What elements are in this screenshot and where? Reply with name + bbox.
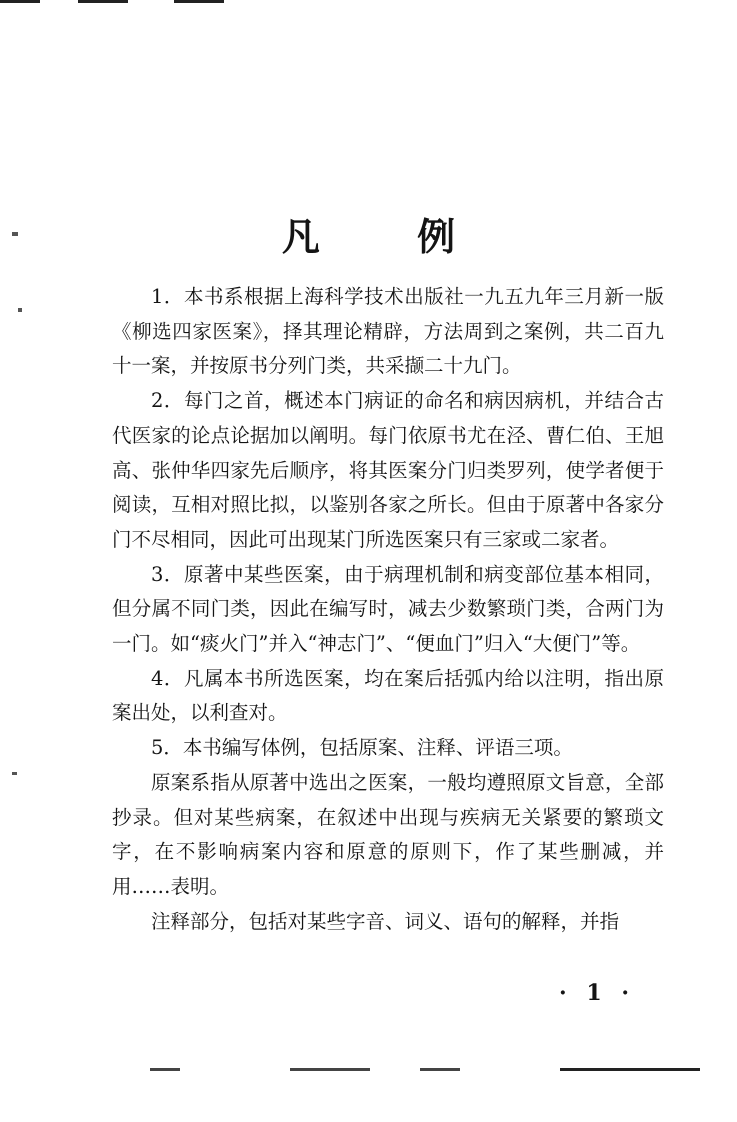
- paragraph-5: 5．本书编写体例，包括原案、注释、评语三项。: [151, 736, 573, 760]
- margin-speck: [18, 308, 22, 312]
- scan-noise-bottom-4: [560, 1068, 700, 1071]
- paragraph-7: 注释部分，包括对某些字音、词义、语句的解释，并指: [151, 909, 620, 933]
- scan-noise-bottom-3: [420, 1068, 460, 1071]
- paragraph-4: 4．凡属本书所选医案，均在案后括弧内给以注明，指出原案出处，以利查对。: [112, 666, 664, 725]
- paragraph-2: 2．每门之首，概述本门病证的命名和病因病机，并结合古代医家的论点论据加以阐明。每门依原书尤在泾、曹仁伯、王旭高、张仲华四家先后顺序，将其医案分门归类罗列，使学者便于阅读，互相对照比拟，以鉴别各家之所长。但由于原著中各家分门不尽相同，因此可出现某门所选医案只有三家或二家者。: [112, 389, 664, 551]
- paragraph-1: 1．本书系根据上海科学技术出版社一九五九年三月新一版《柳选四家医案》，择其理论精辟，方法周到之案例，共二百九十一案，并按原书分列门类，共采撷二十九门。: [112, 285, 664, 378]
- paragraph-6: 原案系指从原著中选出之医案，一般均遵照原文旨意，全部抄录。但对某些病案，在叙述中出现与疾病无关紧要的繁琐文字，在不影响病案内容和原意的原则下，作了某些删减，并用……表明。: [112, 770, 664, 898]
- document-body: [112, 280, 664, 939]
- page-title: 凡 例: [281, 214, 498, 259]
- page-number: · 1 ·: [559, 980, 635, 1006]
- paragraph-3: 3．原著中某些医案，由于病理机制和病变部位基本相同，但分属不同门类，因此在编写时，减去少数繁琐门类，合两门为一门。如“痰火门”并入“神志门”、“便血门”归入“大便门”等。: [112, 562, 664, 656]
- scan-noise-bottom-2: [290, 1068, 370, 1071]
- margin-speck: [12, 772, 17, 775]
- scan-noise-bottom-1: [150, 1068, 180, 1071]
- scan-mark-top-2: [78, 0, 128, 3]
- scan-mark-top-1: [0, 0, 40, 3]
- scan-mark-top-3: [174, 0, 224, 3]
